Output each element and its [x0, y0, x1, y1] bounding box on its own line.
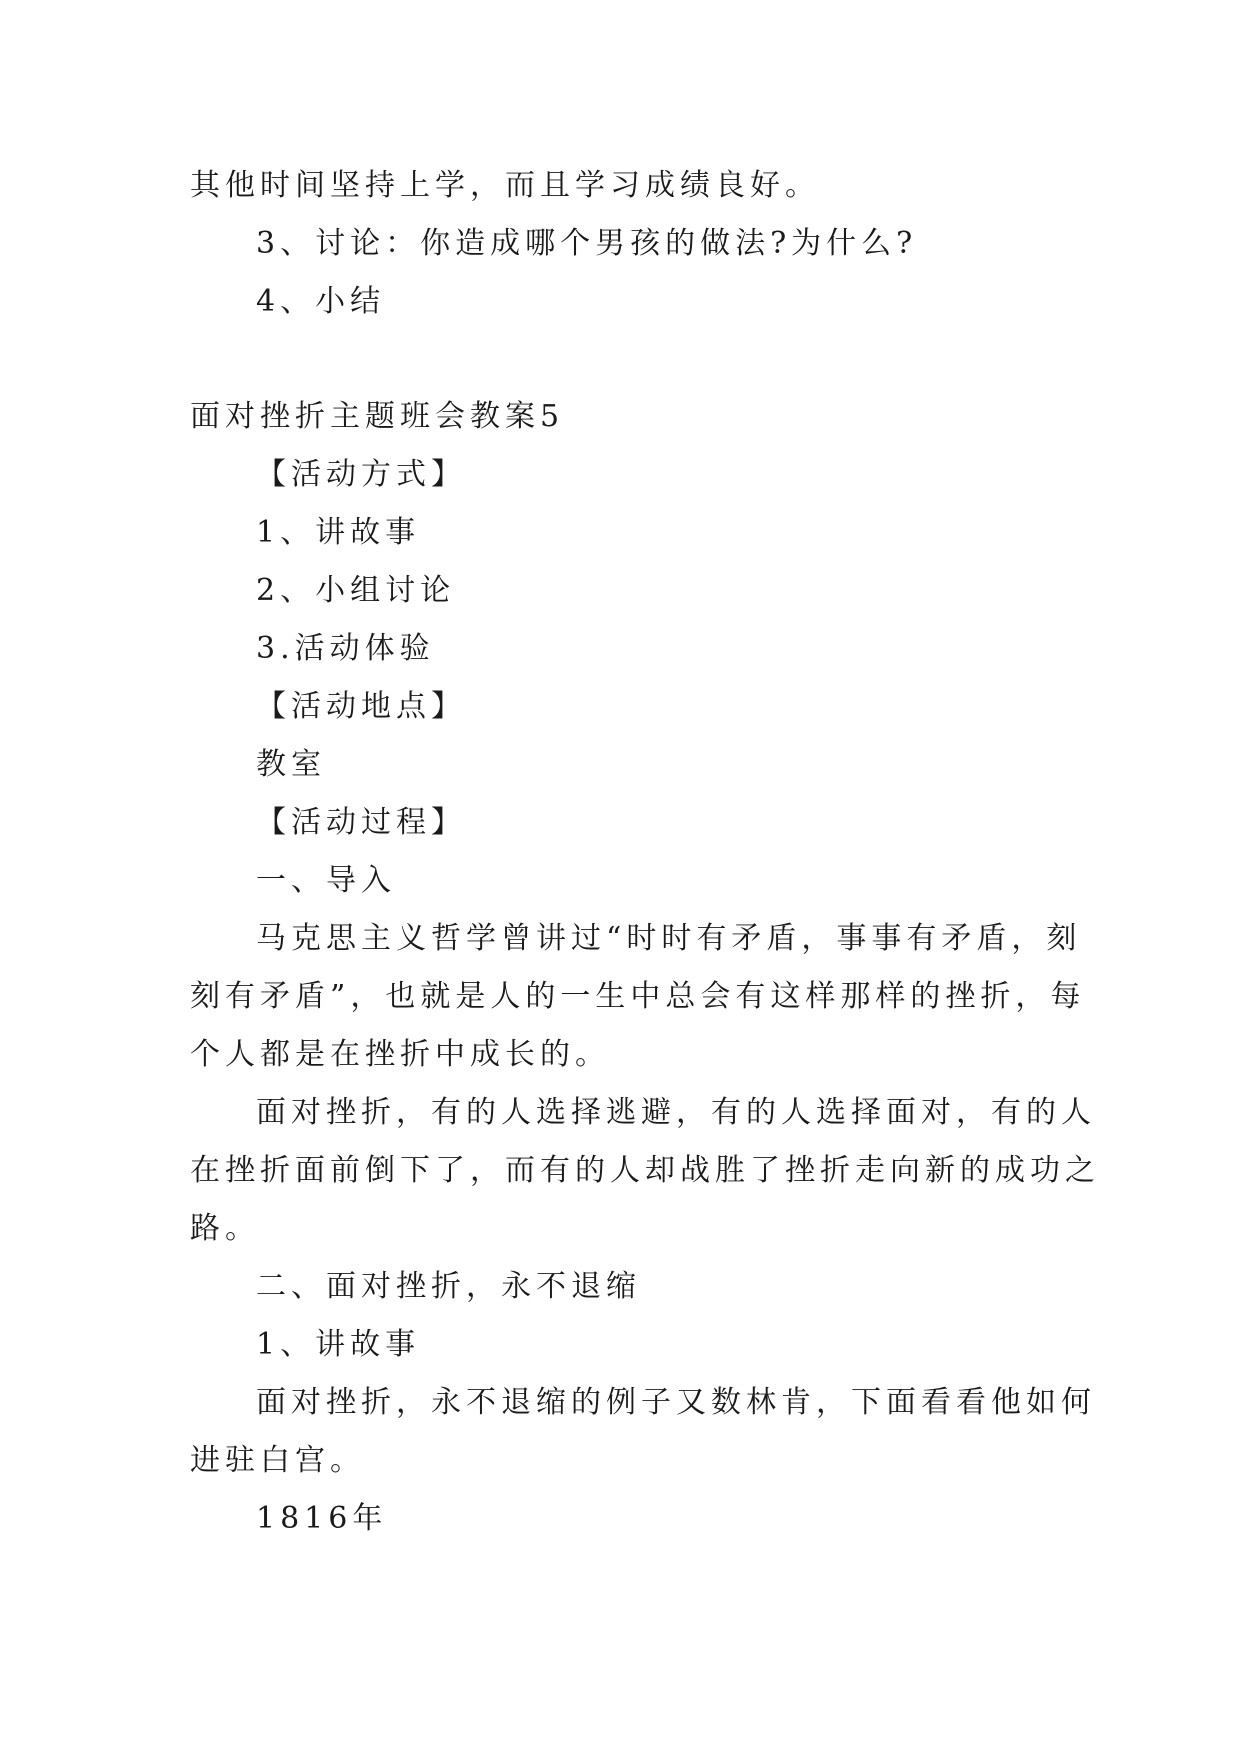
paragraph-line: 路。: [190, 1211, 260, 1246]
section-title: 面对挫折主题班会教案5: [190, 399, 565, 434]
paragraph-line: 刻有矛盾”，也就是人的一生中总会有这样那样的挫折，每: [190, 979, 1086, 1014]
paragraph-line: 1816年: [256, 1501, 388, 1536]
paragraph-line: 教室: [256, 747, 326, 782]
list-item: 3.活动体验: [256, 631, 435, 666]
paragraph-line: 马克思主义哲学曾讲过“时时有矛盾，事事有矛盾，刻: [256, 921, 1082, 956]
list-item: 4、小结: [256, 284, 386, 319]
paragraph-line: 进驻白宫。: [190, 1443, 365, 1478]
section-heading: 【活动方式】: [256, 457, 466, 492]
paragraph-line: 其他时间坚持上学，而且学习成绩良好。: [190, 168, 820, 203]
list-item: 1、讲故事: [256, 1327, 421, 1362]
subsection-heading: 一、导入: [256, 863, 396, 898]
section-heading: 【活动地点】: [256, 689, 466, 724]
subsection-heading: 二、面对挫折，永不退缩: [256, 1269, 641, 1304]
paragraph-line: 在挫折面前倒下了，而有的人却战胜了挫折走向新的成功之: [190, 1153, 1100, 1188]
list-item: 2、小组讨论: [256, 573, 456, 608]
paragraph-line: 个人都是在挫折中成长的。: [190, 1037, 610, 1072]
paragraph-line: 面对挫折，有的人选择逃避，有的人选择面对，有的人: [256, 1095, 1096, 1130]
paragraph-line: 面对挫折，永不退缩的例子又数林肯，下面看看他如何: [256, 1385, 1096, 1420]
list-item: 3、讨论：你造成哪个男孩的做法?为什么?: [256, 226, 918, 261]
list-item: 1、讲故事: [256, 515, 421, 550]
section-heading: 【活动过程】: [256, 805, 466, 840]
